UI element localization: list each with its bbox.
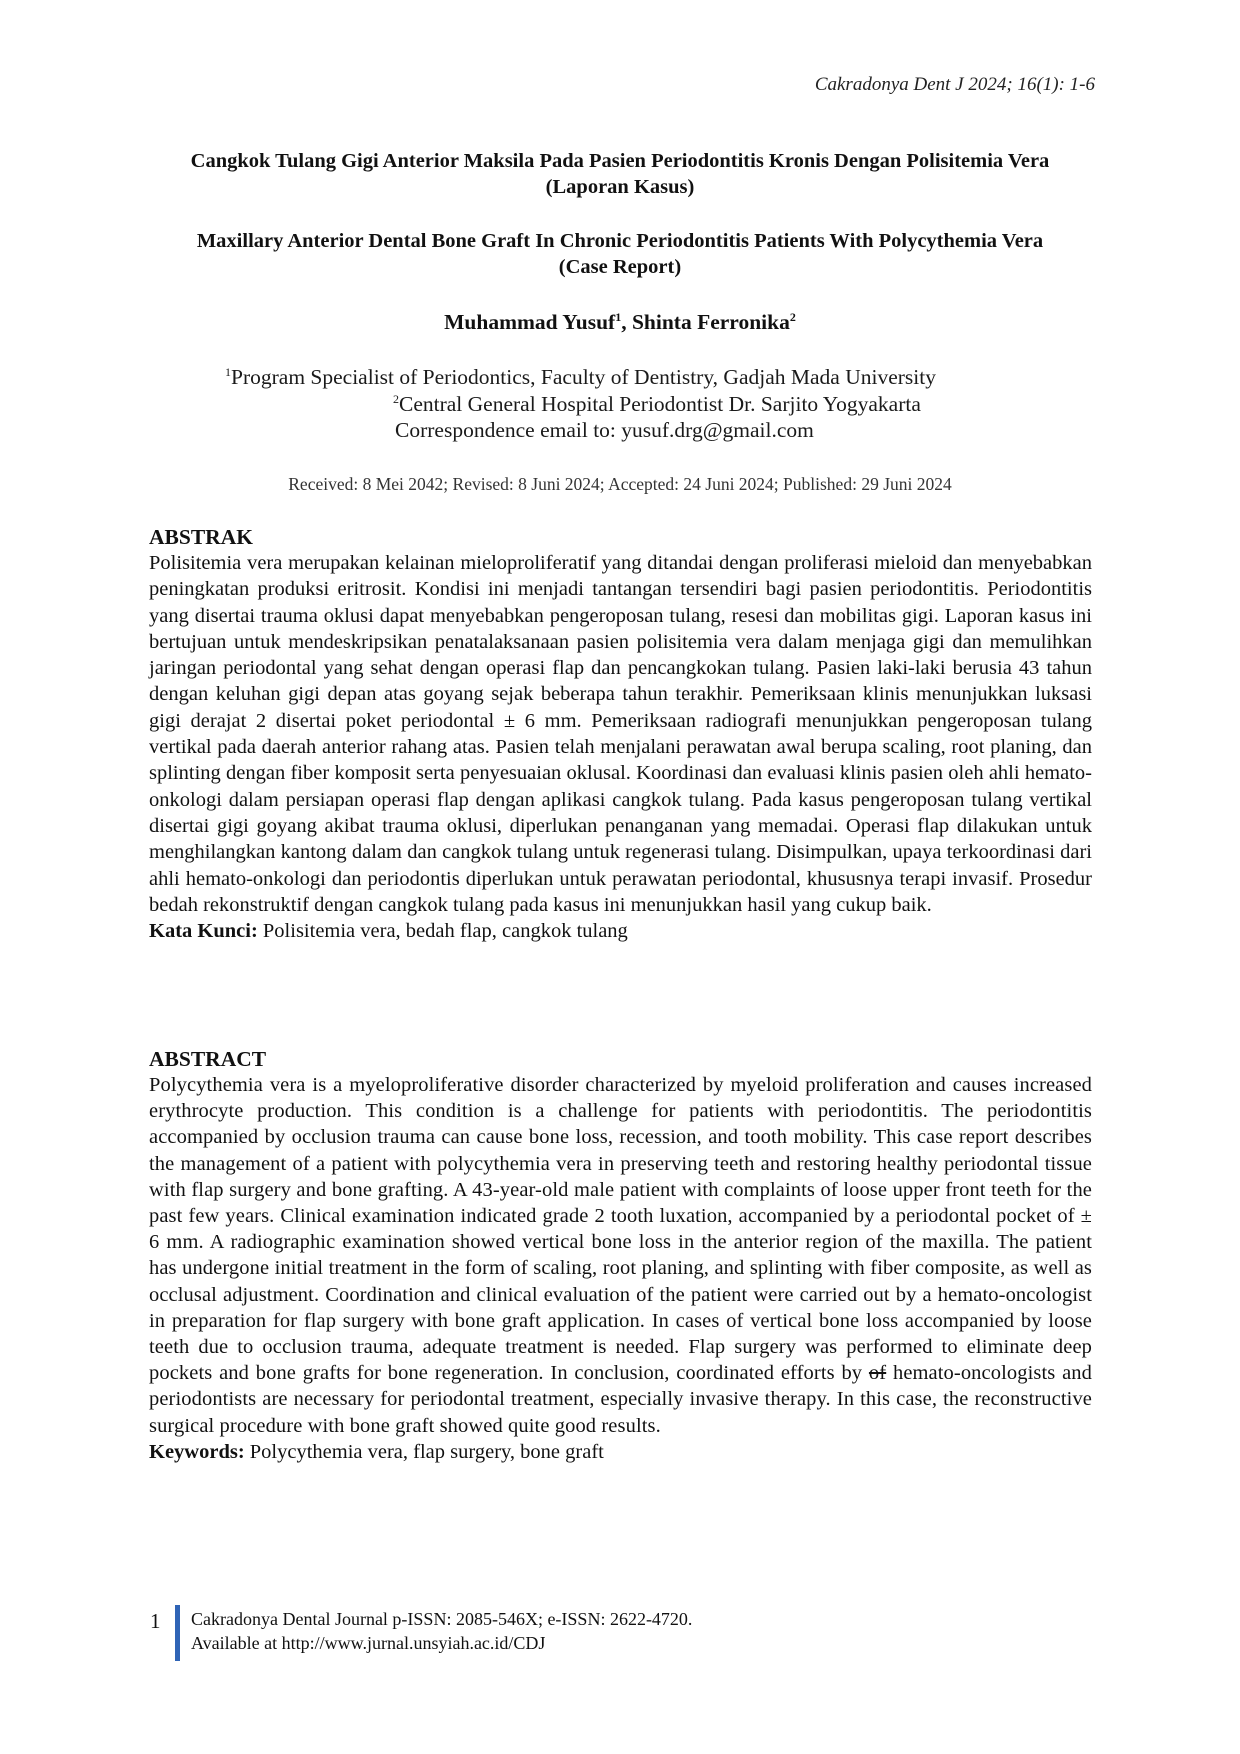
abstract-strikethrough-word: of (868, 1362, 887, 1385)
abstrak-section (149, 524, 1092, 944)
title-english-line1: Maxillary Anterior Dental Bone Graft In Chronic Periodontitis Patients With Polycythemia Vera (196, 230, 1044, 252)
abstrak-heading: ABSTRAK (149, 525, 253, 549)
keywords-value: Polycythemia vera, flap surgery, bone graft (244, 1440, 604, 1463)
footer-text (191, 1607, 692, 1655)
abstract-body-part1: Polycythemia vera is a myeloproliferative disorder characterized by myeloid proliferation and causes increased erythrocyte production. This condition is a challenge for patients with periodontitis. The periodontitis accompanied by occlusion trauma can cause bone loss, recession, and tooth mobility. This case report describes the management of a patient with polycythemia vera in preserving teeth and restoring healthy periodontal tissue with flap surgery and bone grafting. A 43-year-old male patient with complaints of loose upper front teeth for the past few years. Clinical examination indicated grade 2 tooth luxation, accompanied by a periodontal pocket of ± 6 mm. A radiographic examination showed vertical bone loss in the anterior region of the maxilla. The patient has undergone initial treatment in the form of scaling, root planing, and splinting with fiber composite, as well as occlusal adjustment. Coordination and clinical evaluation of the patient were carried out by a hemato-oncologist in preparation for flap surgery with bone graft application. In cases of vertical bone loss accompanied by loose teeth due to occlusion trauma, adequate treatment is needed. Flap surgery was performed to eliminate deep pockets and bone grafts for bone regeneration. In conclusion, coordinated efforts by (149, 1074, 1092, 1385)
kata-kunci (149, 918, 1092, 944)
footer-accent-bar (175, 1605, 180, 1661)
affiliation-2 (393, 392, 1240, 417)
kata-kunci-value: Polisitemia vera, bedah flap, cangkok tulang (257, 920, 628, 943)
title-english-line2: (Case Report) (558, 256, 682, 278)
author-affiliation-mark: 1 (615, 310, 622, 324)
affiliation-text: Central General Hospital Periodontist Dr. Sarjito Yogyakarta (399, 392, 921, 417)
keywords (149, 1439, 1092, 1465)
abstract-body (149, 1072, 1092, 1439)
title-indonesian-line2: (Laporan Kasus) (545, 176, 695, 198)
author-list (130, 310, 1110, 335)
author-affiliation-mark: 2 (789, 310, 796, 324)
abstract-body-part2: hemato-oncologists and periodontists are necessary for periodontal treatment, especially invasive therapy. In this case, the reconstructive surgical procedure with bone graft showed quite good results. (149, 1362, 1092, 1437)
title-indonesian (130, 148, 1110, 200)
abstract-heading: ABSTRACT (149, 1047, 267, 1071)
footer-journal-issn: Cakradonya Dental Journal p-ISSN: 2085-546X; e-ISSN: 2622-4720. (191, 1609, 693, 1629)
page-number: 1 (150, 1609, 161, 1633)
title-indonesian-line1: Cangkok Tulang Gigi Anterior Maksila Pada Pasien Periodontitis Kronis Dengan Polisitemia Vera (190, 150, 1050, 172)
abstrak-body: Polisitemia vera merupakan kelainan mieloproliferatif yang ditandai dengan proliferasi mieloid dan menyebabkan peningkatan produksi eritrosit. Kondisi ini menjadi tantangan tersendiri bagi pasien periodontitis. Periodontitis yang disertai trauma oklusi dapat menyebabkan pengeroposan tulang, resesi dan mobilitas gigi. Laporan kasus ini bertujuan untuk mendeskripsikan penatalaksanaan pasien polisitemia vera dalam menjaga gigi dan memulihkan jaringan periodontal yang sehat dengan operasi flap dan pencangkokan tulang. Pasien laki-laki berusia 43 tahun dengan keluhan gigi depan atas goyang sejak beberapa tahun terakhir. Pemeriksaan klinis menunjukkan luksasi gigi derajat 2 disertai poket periodontal ± 6 mm. Pemeriksaan radiografi menunjukkan pengeroposan tulang vertikal pada daerah anterior rahang atas. Pasien telah menjalani perawatan awal berupa scaling, root planing, dan splinting dengan fiber komposit serta penyesuaian oklusal. Koordinasi dan evaluasi klinis pasien oleh ahli hemato-onkologi dalam persiapan operasi flap dengan aplikasi cangkok tulang. Pada kasus pengeroposan tulang vertikal disertai gigi goyang akibat trauma oklusi, diperlukan penanganan yang memadai. Operasi flap dilakukan untuk menghilangkan kantong dalam dan cangkok tulang untuk regenerasi tulang. Disimpulkan, upaya terkoordinasi dari ahli hemato-onkologi dan periodontis diperlukan untuk perawatan periodontal, khususnya terapi invasif. Prosedur bedah rekonstruktif dengan cangkok tulang pada kasus ini menunjukkan hasil yang cukup baik. (149, 552, 1092, 916)
page-footer (150, 1605, 850, 1665)
footer-url: Available at http://www.jurnal.unsyiah.ac.id/CDJ (191, 1633, 546, 1653)
title-block (130, 148, 1110, 335)
keywords-label: Keywords: (149, 1440, 245, 1463)
publication-dates: Received: 8 Mei 2042; Revised: 8 Juni 2024; Accepted: 24 Juni 2024; Published: 29 Juni 2024 (288, 474, 952, 494)
title-english (130, 228, 1110, 280)
author-name: Muhammad Yusuf (444, 310, 616, 335)
correspondence-email: Correspondence email to: yusuf.drg@gmail.com (395, 418, 814, 442)
abstract-section (149, 1046, 1092, 1465)
journal-reference: Cakradonya Dent J 2024; 16(1): 1-6 (814, 74, 1095, 95)
author-separator: , (621, 310, 632, 335)
kata-kunci-label: Kata Kunci: (149, 920, 258, 943)
affiliation-mark: 1 (225, 365, 231, 379)
affiliation-text: Program Specialist of Periodontics, Faculty of Dentistry, Gadjah Mada University (231, 365, 936, 390)
affiliation-mark: 2 (393, 392, 399, 406)
author-name: Shinta Ferronika (631, 310, 790, 335)
affiliation-1 (225, 365, 1240, 390)
